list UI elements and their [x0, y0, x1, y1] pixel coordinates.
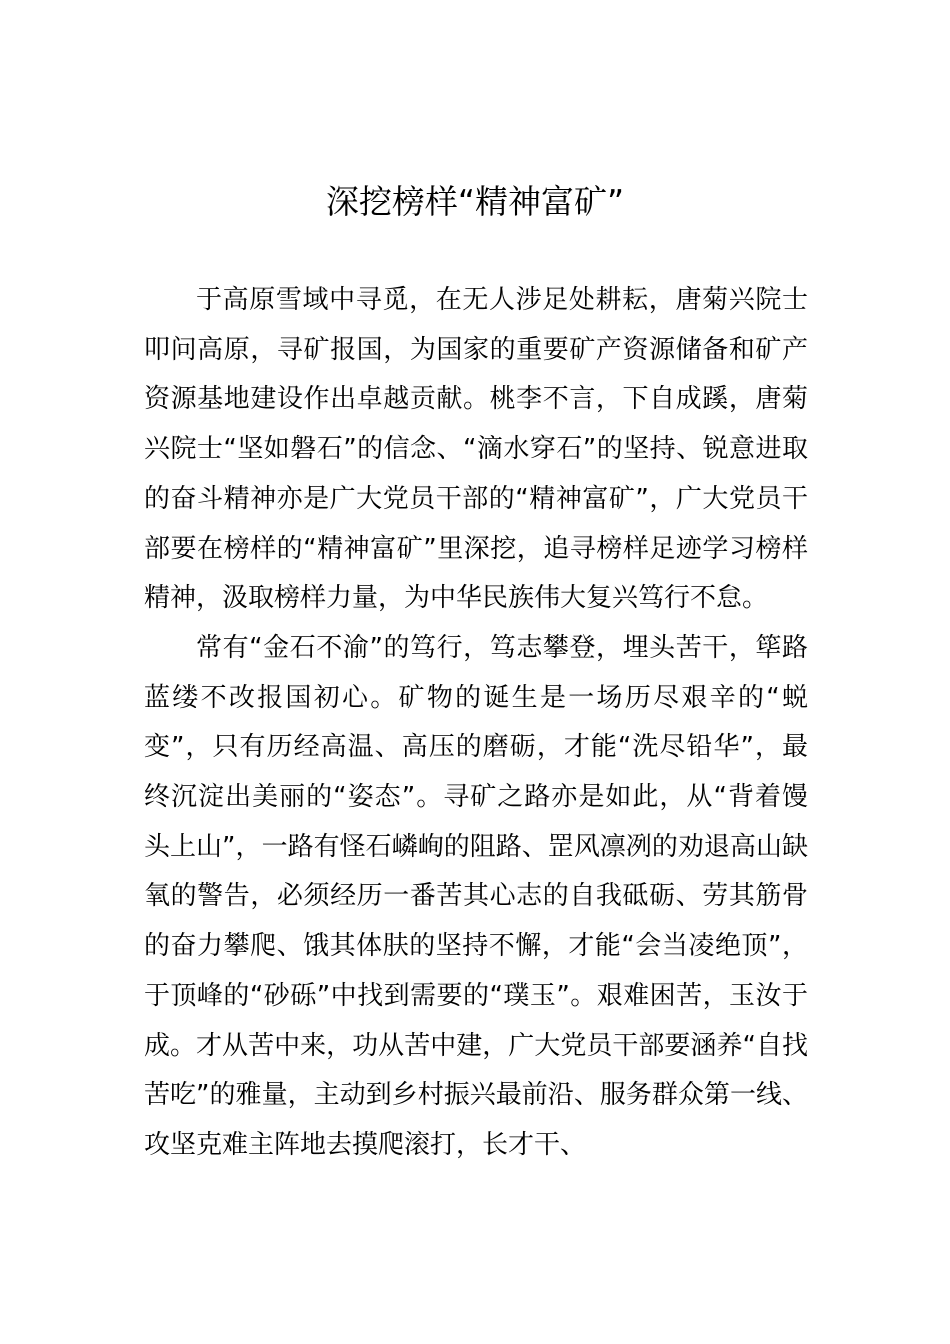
- document-title: 深挖榜样“精神富矿”: [325, 182, 625, 221]
- document-body: [144, 276, 808, 1171]
- paragraph: 常有“金石不渝”的笃行，笃志攀登，埋头苦干，筚路蓝缕不改报国初心。矿物的诞生是一场历尽艰辛的“蜕变”，只有历经高温、高压的磨砺，才能“洗尽铅华”，最终沉淀出美丽的“姿态”。寻矿之路亦是如此，从“背着馒头上山”，一路有怪石嶙峋的阻路、罡风凛冽的劝退高山缺氧的警告，必须经历一番苦其心志的自我砥砺、劳其筋骨的奋力攀爬、饿其体肤的坚持不懈，才能“会当凌绝顶”，于顶峰的“砂砾”中找到需要的“璞玉”。艰难困苦，玉汝于成。才从苦中来，功从苦中建，广大党员干部要涵养“自找苦吃”的雅量，主动到乡村振兴最前沿、服务群众第一线、攻坚克难主阵地去摸爬滚打，长才干、: [144, 632, 808, 1160]
- paragraph: 于高原雪域中寻觅，在无人涉足处耕耘，唐菊兴院士叩问高原，寻矿报国，为国家的重要矿产资源储备和矿产资源基地建设作出卓越贡献。桃李不言，下自成蹊，唐菊兴院士“坚如磐石”的信念、“滴水穿石”的坚持、锐意进取的奋斗精神亦是广大党员干部的“精神富矿”，广大党员干部要在榜样的“精神富矿”里深挖，追寻榜样足迹学习榜样精神，汲取榜样力量，为中华民族伟大复兴笃行不怠。: [144, 285, 808, 614]
